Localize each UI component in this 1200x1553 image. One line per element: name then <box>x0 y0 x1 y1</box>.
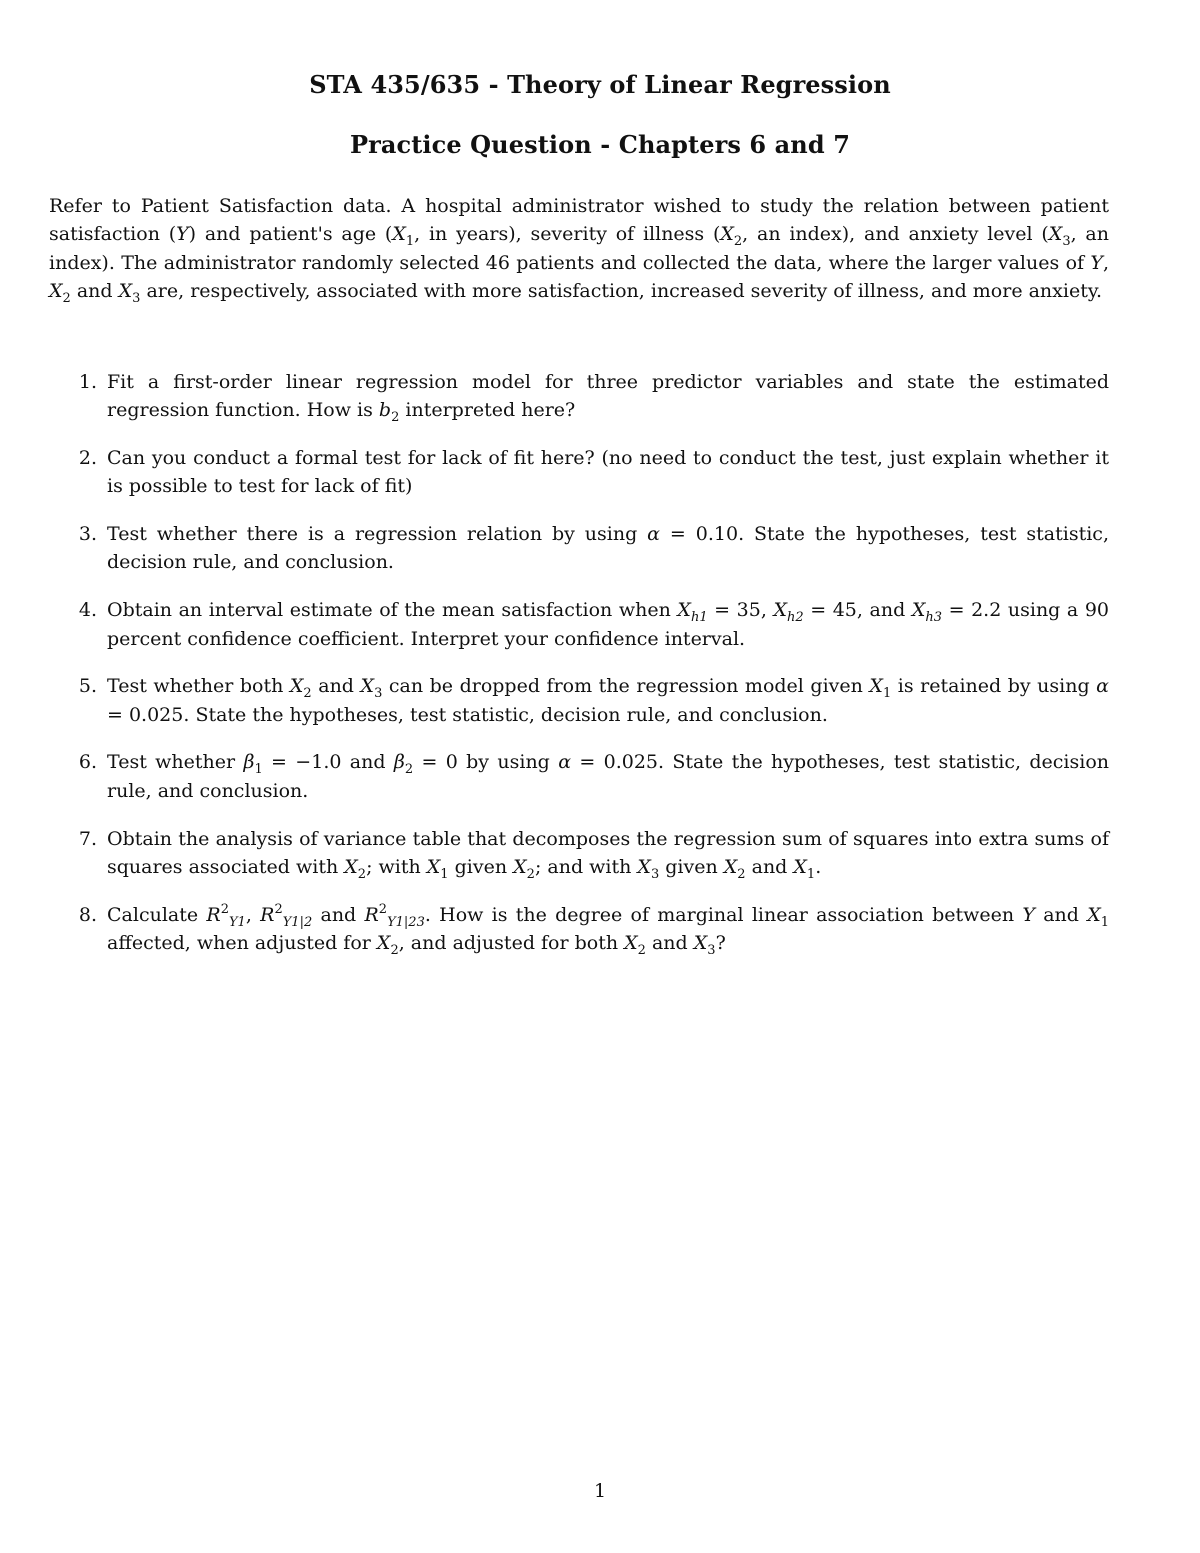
assignment-subtitle: Practice Question - Chapters 6 and 7 <box>349 130 850 159</box>
question-item <box>49 368 1109 425</box>
question-text: Can you conduct a formal test for lack of fit here? (no need to conduct the test, just explain whether it is possible to test for lack of fit) <box>107 447 1109 498</box>
question-number: 1. <box>78 371 97 393</box>
question-number: 2. <box>78 447 97 470</box>
question-number: 7. <box>78 827 97 850</box>
question-text: Obtain an interval estimate of the mean satisfaction when $X_{h1} = 35$, $X_{h2} = 45$, and $X_{h3} = 2.2$ using a 90 percent confidence coefficient. Interpret your confidence interval. <box>107 599 1110 650</box>
question-item <box>49 825 1109 882</box>
course-title: STA 435/635 - Theory of Linear Regression <box>309 70 891 99</box>
question-item <box>49 444 1109 501</box>
intro-paragraph: Refer to Patient Satisfaction data. A hospital administrator wished to study the relation between patient satisfaction (Y) and patient's age ($X_1$, in years), severity of illness ($X_2$, an index), and anxiety level ($X_3$, an index). The administrator randomly selected 46 patients and collected the data, where the larger values of Y, $X_2$ and $X_3$ are, respectively, associated with more satisfaction, increased severity of illness, and more anxiety. <box>49 195 1109 306</box>
question-number: 3. <box>78 523 97 546</box>
question-item <box>49 672 1109 729</box>
question-item <box>49 748 1109 805</box>
question-number: 8. <box>78 903 97 926</box>
question-text: Calculate $R^2_{Y1}$, $R^2_{Y1|2}$ and $R^2_{Y1|23}$. How is the degree of marginal linear association between Y and $X_1$ affected, when adjusted for $X_2$, and adjusted for both $X_2$ and $X_3$? <box>107 901 1109 958</box>
question-number: 5. <box>78 675 97 698</box>
question-number: 4. <box>78 599 97 622</box>
question-text: Obtain the analysis of variance table that decomposes the regression sum of squares into extra sums of squares associated with $X_2$; with $X_1$ given $X_2$; and with $X_3$ given $X_2$ and $X_1$. <box>107 827 1109 882</box>
question-item <box>49 520 1109 577</box>
question-text: Test whether $\beta_1 = -1.0$ and $\beta_2 = 0$ by using α = 0.025. State the hypotheses, test statistic, decision rule, and conclusion. <box>107 751 1109 802</box>
question-text: Test whether both $X_2$ and $X_3$ can be dropped from the regression model given $X_1$ is retained by using α = 0.025. State the hypotheses, test statistic, decision rule, and conclusion. <box>107 675 1109 726</box>
question-text: Fit a first-order linear regression model for three predictor variables and state the estimated regression function. How is $b_2$ interpreted here? <box>107 371 1109 426</box>
question-text: Test whether there is a regression relation by using α = 0.10. State the hypotheses, test statistic, decision rule, and conclusion. <box>107 523 1109 574</box>
question-list <box>49 368 1109 977</box>
question-item <box>49 596 1109 653</box>
question-item <box>49 901 1109 958</box>
page-number: 1 <box>593 1480 607 1502</box>
question-number: 6. <box>78 751 97 774</box>
